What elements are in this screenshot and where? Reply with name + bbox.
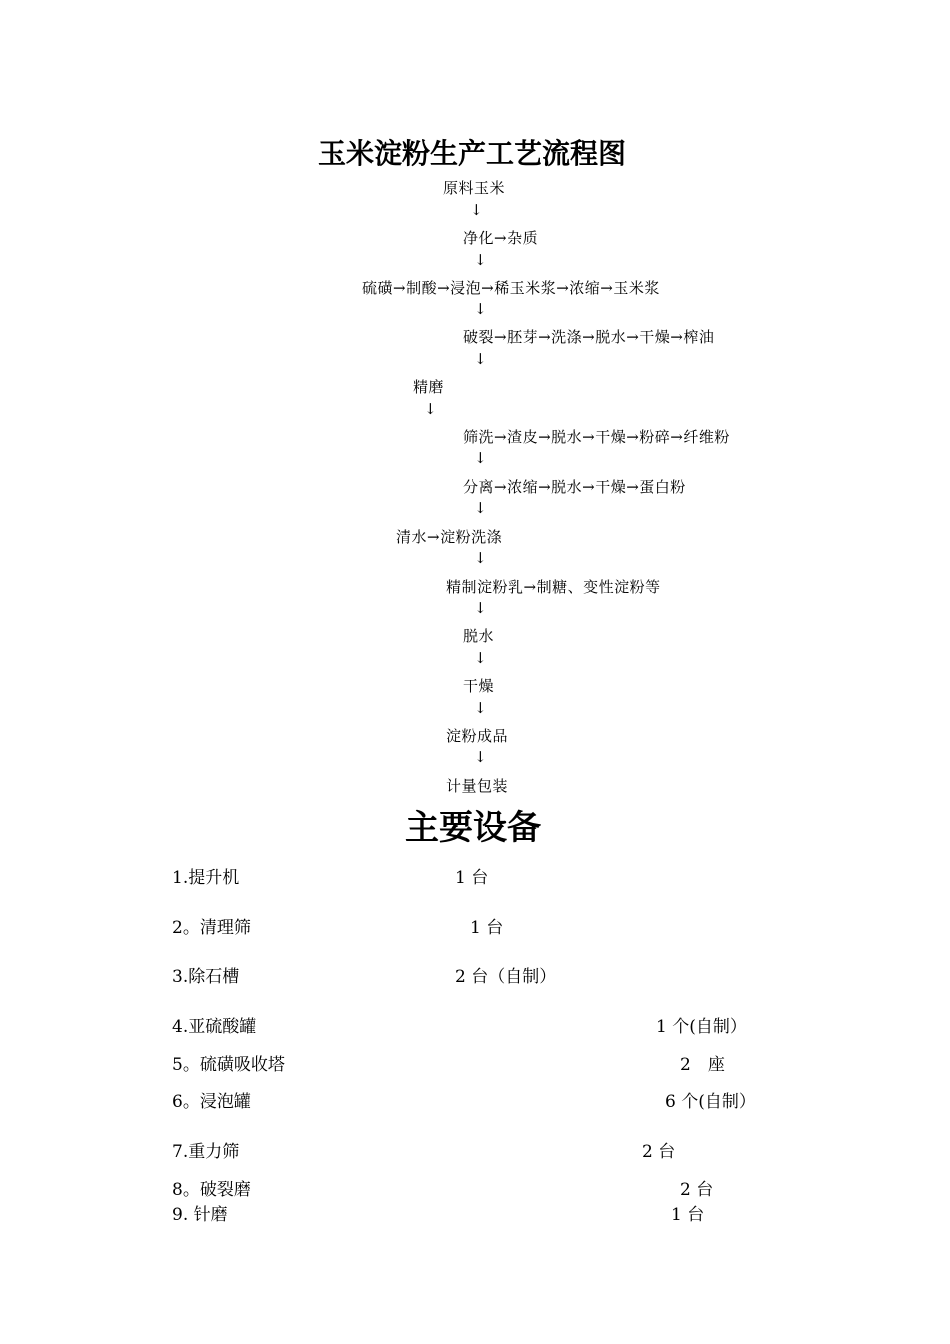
equipment-item-name: 7.重力筛 [172,1142,240,1162]
equipment-item-name: 9. 针磨 [172,1205,228,1225]
down-arrow-icon: ↓ [474,499,487,517]
equipment-item-name: 4.亚硫酸罐 [172,1017,257,1037]
equipment-item-qty: 2 台 [680,1180,714,1200]
flow-step-refined-starch-milk: 精制淀粉乳→制糖、变性淀粉等 [446,578,661,596]
flow-step-screening: 筛洗→渣皮→脱水→干燥→粉碎→纤维粉 [463,428,730,446]
equipment-item-qty: 1 台 [455,868,489,888]
flow-step-finished-starch: 淀粉成品 [446,727,509,745]
down-arrow-icon: ↓ [474,549,487,567]
equipment-item-qty: 1 台 [671,1205,705,1225]
down-arrow-icon: ↓ [474,748,487,766]
down-arrow-icon: ↓ [474,599,487,617]
flow-step-raw-corn: 原料玉米 [443,179,506,197]
equipment-item-name: 3.除石槽 [172,967,240,987]
down-arrow-icon: ↓ [470,201,483,219]
flow-step-fine-grinding: 精磨 [413,378,445,396]
equipment-item-name: 2。清理筛 [172,918,251,938]
down-arrow-icon: ↓ [474,350,487,368]
flow-step-drying: 干燥 [463,677,495,695]
down-arrow-icon: ↓ [474,300,487,318]
flow-step-packaging: 计量包装 [446,777,509,795]
equipment-item-name: 5。硫磺吸收塔 [172,1055,285,1075]
flow-step-cracking: 破裂→胚芽→洗涤→脱水→干燥→榨油 [463,328,715,346]
equipment-item-qty: 6 个(自制） [665,1092,756,1112]
down-arrow-icon: ↓ [474,699,487,717]
equipment-item-name: 6。浸泡罐 [172,1092,251,1112]
equipment-item-qty: 2 台（自制） [455,967,557,987]
flow-step-cleaning: 净化→杂质 [463,229,539,247]
equipment-item-qty: 2 座 [680,1055,725,1075]
down-arrow-icon: ↓ [474,649,487,667]
down-arrow-icon: ↓ [474,449,487,467]
page-title: 玉米淀粉生产工艺流程图 [318,137,627,170]
equipment-item-qty: 2 台 [642,1142,676,1162]
down-arrow-icon: ↓ [424,400,437,418]
flow-step-steeping: 硫磺→制酸→浸泡→稀玉米浆→浓缩→玉米浆 [362,279,660,297]
equipment-item-name: 8。破裂磨 [172,1180,251,1200]
flow-step-washing: 清水→淀粉洗涤 [396,528,503,546]
flow-step-dewatering: 脱水 [463,627,495,645]
section-heading-equipment: 主要设备 [405,808,541,848]
flow-step-separation: 分离→浓缩→脱水→干燥→蛋白粉 [463,478,686,496]
equipment-item-qty: 1 台 [470,918,504,938]
equipment-item-name: 1.提升机 [172,868,240,888]
equipment-item-qty: 1 个(自制） [656,1017,747,1037]
down-arrow-icon: ↓ [474,251,487,269]
